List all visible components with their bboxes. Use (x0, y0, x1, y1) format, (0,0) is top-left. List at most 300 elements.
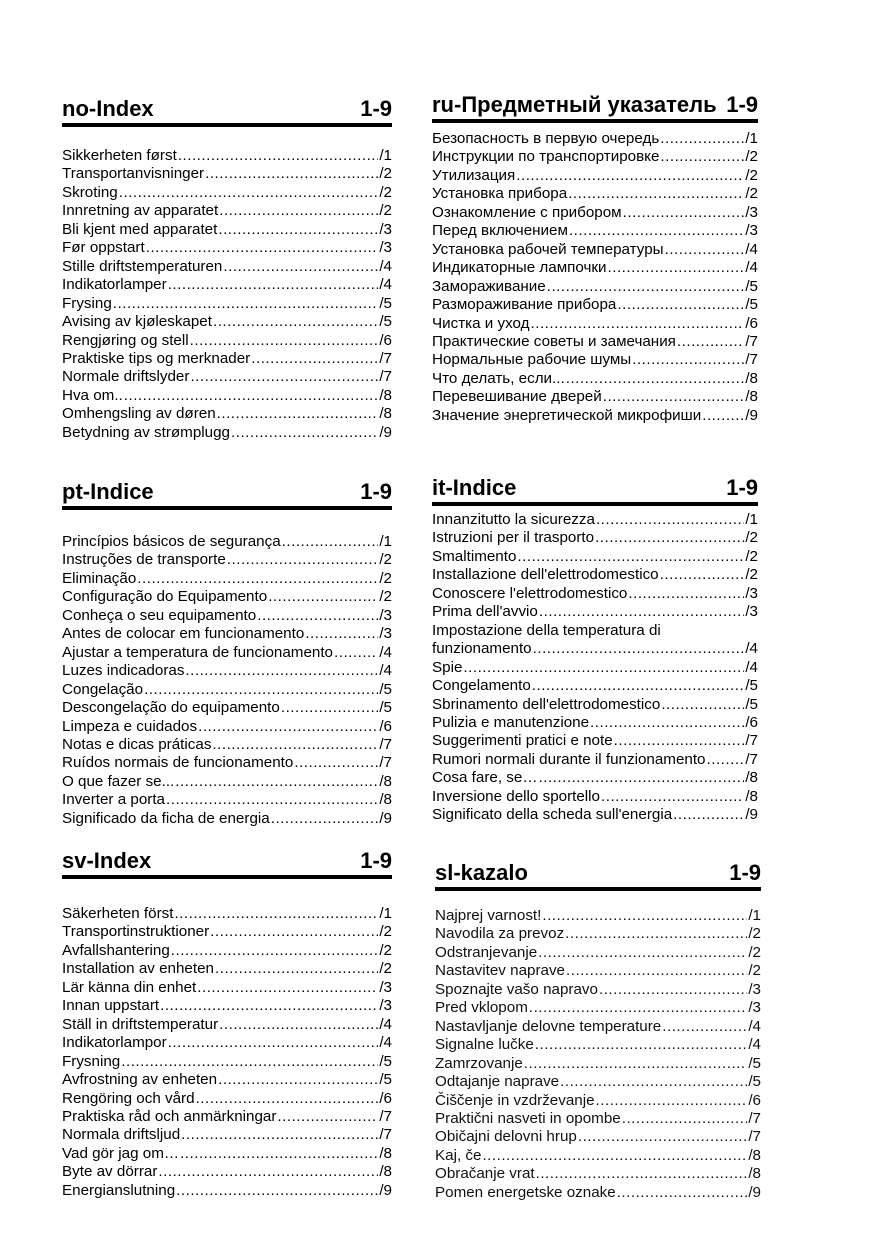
toc-entry-title: Skroting (62, 183, 118, 201)
section-page-range: 1-9 (729, 860, 761, 885)
section-title: no-Index (62, 96, 154, 121)
toc-entry-page: /2 (745, 529, 758, 547)
toc-entry-title: Odtajanje naprave (435, 1073, 560, 1091)
toc-list (432, 511, 758, 825)
toc-entry-title: Prima dell'avvio (432, 603, 538, 621)
toc-entry (62, 810, 392, 828)
toc-entry (62, 313, 392, 331)
toc-entry (435, 962, 761, 980)
toc-entry-page: /5 (379, 1052, 392, 1070)
toc-entry-page: /1 (745, 130, 758, 147)
toc-entry-title: Indikatorlamper (62, 276, 167, 294)
toc-leader-dots (305, 625, 378, 643)
toc-entry-title: funzionamento (432, 640, 532, 658)
toc-entry (62, 405, 392, 423)
toc-entry (62, 1016, 392, 1034)
toc-entry (435, 1128, 761, 1146)
toc-entry-page: /2 (379, 202, 392, 220)
toc-entry-title: Индикаторные лампочки (432, 259, 607, 277)
toc-entry-page: /7 (379, 349, 392, 367)
toc-entry (62, 979, 392, 997)
toc-entry (62, 699, 392, 717)
toc-entry-page: /5 (379, 680, 392, 698)
toc-list (432, 130, 758, 425)
toc-entry (435, 1036, 761, 1054)
toc-entry-title: Istruzioni per il trasporto (432, 529, 595, 547)
toc-entry-title: Normala driftsljud (62, 1126, 181, 1144)
toc-entry (62, 1108, 392, 1126)
toc-entry-page: /8 (745, 787, 758, 805)
toc-entry-page: /4 (379, 662, 392, 680)
toc-entry-title: Configuração do Equipamento (62, 588, 268, 606)
toc-entry (432, 370, 758, 388)
toc-entry-page: /6 (379, 1089, 392, 1107)
toc-entry (432, 806, 758, 824)
toc-entry-page: /2 (745, 166, 758, 184)
toc-entry-title: Conoscere l'elettrodomestico (432, 584, 628, 602)
toc-leader-dots (113, 295, 379, 313)
toc-leader-dots (482, 1147, 747, 1165)
toc-leader-dots (213, 313, 378, 331)
toc-entry-page: /7 (748, 1109, 761, 1127)
section-heading (435, 860, 761, 891)
toc-entry-page: /7 (379, 1126, 392, 1144)
toc-entry (432, 351, 758, 369)
toc-entry-page: /1 (379, 905, 392, 922)
toc-leader-dots (560, 1073, 747, 1091)
toc-entry (432, 296, 758, 314)
toc-entry (62, 1182, 392, 1200)
toc-leader-dots (617, 296, 744, 314)
toc-entry-title: Что делать, если... (432, 369, 565, 387)
toc-entry-title: Frysning (62, 1052, 121, 1070)
toc-entry (62, 1090, 392, 1108)
toc-entry-title: Ознакомление с прибором (432, 203, 622, 221)
toc-entry (432, 788, 758, 806)
toc-entry-page: /5 (745, 695, 758, 713)
toc-entry-page: /6 (748, 1091, 761, 1109)
toc-entry (62, 754, 392, 772)
toc-entry-title: Innretning av apparatet (62, 202, 219, 220)
toc-entry-title: Antes de colocar em funcionamento (62, 625, 305, 643)
toc-entry-page: /2 (748, 943, 761, 961)
toc-leader-dots (158, 1163, 378, 1181)
toc-leader-dots (547, 278, 745, 296)
toc-leader-dots (539, 769, 745, 787)
toc-entry-title: Sikkerheten først (62, 147, 177, 164)
toc-entry-title: Indikatorlampor (62, 1034, 167, 1052)
toc-leader-dots (707, 751, 745, 769)
toc-entry-page: /7 (745, 732, 758, 750)
toc-entry-wrapped-line: Impostazione della temperatura di (432, 621, 661, 639)
toc-entry (62, 239, 392, 257)
toc-entry-title: Практические советы и замечания (432, 332, 676, 350)
toc-entry-title: Før oppstart (62, 239, 145, 257)
toc-entry-title: Frysing (62, 294, 112, 312)
toc-entry-title: Pred vklopom (435, 999, 528, 1017)
toc-entry (432, 241, 758, 259)
toc-entry-title: Avising av kjøleskapet (62, 313, 212, 331)
toc-entry-page: /2 (379, 923, 392, 941)
toc-entry-title: Navodila za prevoz (435, 925, 565, 943)
index-section-ru (432, 92, 758, 425)
toc-entry (435, 1092, 761, 1110)
toc-entry-page: /2 (379, 551, 392, 569)
toc-leader-dots (166, 791, 378, 809)
toc-entry (62, 718, 392, 736)
toc-entry (62, 773, 392, 791)
toc-entry (62, 1145, 392, 1163)
toc-entry-page: /7 (379, 368, 392, 386)
toc-entry-title: Безопасность в первую очередь (432, 130, 660, 147)
toc-entry-page: /8 (748, 1165, 761, 1183)
toc-leader-dots (538, 944, 747, 962)
toc-entry-title: Transportinstruktioner (62, 923, 210, 941)
toc-leader-dots (566, 962, 747, 980)
toc-leader-dots (268, 588, 378, 606)
toc-entry (432, 640, 758, 658)
toc-entry-page: /6 (745, 713, 758, 731)
toc-entry-page: /9 (748, 1183, 761, 1201)
toc-entry-title: Instruções de transporte (62, 551, 226, 569)
section-heading (432, 92, 758, 123)
toc-leader-dots (175, 773, 378, 791)
toc-leader-dots (516, 167, 744, 185)
toc-entry-title: Congelamento (432, 677, 531, 695)
index-section-it (432, 475, 758, 825)
toc-entry-page: /8 (748, 1146, 761, 1164)
toc-leader-dots (596, 511, 744, 529)
toc-entry-page: /2 (748, 925, 761, 943)
toc-entry (62, 165, 392, 183)
toc-entry-page: /6 (379, 331, 392, 349)
toc-entry (62, 387, 392, 405)
toc-leader-dots (517, 548, 744, 566)
toc-entry-title: Spie (432, 658, 463, 676)
toc-entry-title: Installazione dell'elettrodomestico (432, 566, 659, 584)
toc-leader-dots (218, 1071, 378, 1089)
toc-entry-title: Установка рабочей температуры (432, 240, 664, 258)
toc-leader-dots (205, 165, 378, 183)
toc-entry-page: /3 (379, 997, 392, 1015)
toc-leader-dots (535, 1036, 748, 1054)
toc-entry-title: Praktični nasveti in opombe (435, 1109, 621, 1127)
toc-entry-page: /4 (745, 240, 758, 258)
toc-entry-page: /3 (379, 606, 392, 624)
toc-leader-dots (212, 736, 378, 754)
toc-entry-page: /3 (745, 584, 758, 602)
toc-leader-dots (219, 202, 378, 220)
toc-leader-dots (660, 130, 744, 148)
toc-entry (432, 278, 758, 296)
toc-entry-page: /3 (379, 978, 392, 996)
toc-entry-title: Sbrinamento dell'elettrodomestico (432, 695, 661, 713)
toc-entry-page: /4 (379, 276, 392, 294)
toc-leader-dots (578, 1128, 747, 1146)
toc-entry (62, 570, 392, 588)
toc-leader-dots (529, 999, 747, 1017)
toc-entry-page: /4 (379, 1034, 392, 1052)
toc-entry-page: /1 (379, 147, 392, 164)
toc-entry (432, 259, 758, 277)
toc-entry-page: /8 (745, 388, 758, 406)
toc-entry-title: Pomen energetske oznake (435, 1183, 616, 1201)
toc-entry-title: Betydning av strømplugg (62, 423, 230, 441)
toc-entry-title: Obračanje vrat (435, 1165, 535, 1183)
toc-leader-dots (590, 714, 744, 732)
toc-leader-dots (197, 979, 378, 997)
toc-leader-dots (568, 185, 744, 203)
toc-leader-dots (227, 551, 379, 569)
toc-leader-dots (524, 1055, 748, 1073)
toc-leader-dots (660, 566, 745, 584)
toc-entry (62, 607, 392, 625)
toc-entry (435, 1184, 761, 1202)
toc-entry (62, 625, 392, 643)
toc-leader-dots (257, 607, 378, 625)
toc-entry-page: /7 (379, 1107, 392, 1125)
toc-entry-page: /3 (745, 203, 758, 221)
toc-entry-page: /4 (745, 658, 758, 676)
toc-leader-dots (218, 221, 378, 239)
toc-leader-dots (565, 925, 747, 943)
toc-entry (435, 981, 761, 999)
toc-leader-dots (174, 905, 378, 923)
section-heading (62, 479, 392, 510)
toc-leader-dots (617, 1184, 748, 1202)
toc-entry (435, 944, 761, 962)
toc-entry-page: /9 (745, 406, 758, 424)
toc-entry (432, 388, 758, 406)
index-section-sl (435, 860, 761, 1202)
toc-entry-title: Conheça o seu equipamento (62, 606, 257, 624)
toc-entry-title: Nastavljanje delovne temperature (435, 1017, 662, 1035)
toc-list (435, 907, 761, 1202)
toc-entry (432, 333, 758, 351)
toc-leader-dots (673, 806, 744, 824)
toc-leader-dots (660, 148, 744, 166)
toc-entry-title: Princípios básicos de segurança (62, 533, 281, 550)
toc-entry-page: /1 (379, 533, 392, 550)
toc-leader-dots (628, 585, 744, 603)
toc-entry (62, 350, 392, 368)
section-heading (432, 475, 758, 506)
toc-entry (62, 588, 392, 606)
toc-entry-page: /4 (379, 1015, 392, 1033)
toc-entry-title: Lär känna din enhet (62, 978, 197, 996)
toc-entry (432, 511, 758, 529)
toc-leader-dots (542, 907, 747, 925)
toc-entry-page: /4 (379, 257, 392, 275)
toc-entry-page: /2 (379, 165, 392, 183)
toc-entry (62, 905, 392, 923)
toc-list-part-2 (432, 659, 758, 825)
toc-entry-title: Signalne lučke (435, 1036, 534, 1054)
section-page-range: 1-9 (360, 479, 392, 504)
toc-leader-dots (219, 1016, 378, 1034)
toc-entry-page: /7 (745, 351, 758, 369)
toc-entry-title: Замораживание (432, 277, 546, 295)
toc-entry-page: /8 (379, 1144, 392, 1162)
section-page-range: 1-9 (726, 475, 758, 500)
toc-entry-page: /6 (379, 717, 392, 735)
toc-leader-dots (539, 603, 744, 621)
toc-leader-dots (661, 696, 744, 714)
toc-entry (62, 147, 392, 165)
toc-entry (62, 1053, 392, 1071)
toc-entry-page: /8 (745, 369, 758, 387)
toc-entry-title: Inversione dello sportello (432, 787, 601, 805)
toc-leader-dots (180, 1145, 378, 1163)
section-title: sl-kazalo (435, 860, 528, 885)
toc-entry-title: Установка прибора (432, 185, 568, 203)
toc-entry-title: Descongelação do equipamento (62, 699, 280, 717)
toc-entry (62, 662, 392, 680)
toc-entry-title: Čiščenje in vzdrževanje (435, 1091, 595, 1109)
toc-leader-dots (124, 387, 379, 405)
toc-entry-title: Congelação (62, 680, 144, 698)
toc-entry-title: Ruídos normais de funcionamento (62, 754, 294, 772)
index-section-no (62, 96, 392, 442)
toc-leader-dots (595, 529, 744, 547)
toc-entry-page: /7 (379, 754, 392, 772)
toc-entry-page: /5 (748, 1073, 761, 1091)
toc-entry (62, 258, 392, 276)
toc-entry-title: Avfrostning av enheten (62, 1071, 218, 1089)
toc-entry-page: /2 (745, 547, 758, 565)
toc-leader-dots (160, 997, 378, 1015)
toc-entry-title: Hva om.. (62, 386, 123, 404)
toc-entry (62, 533, 392, 551)
toc-entry-page: /8 (379, 1163, 392, 1181)
toc-entry-title: Cosa fare, se… (432, 769, 538, 787)
toc-entry-title: Перед включением (432, 222, 568, 240)
toc-entry-page: /8 (745, 769, 758, 787)
toc-entry-page: /3 (379, 220, 392, 238)
toc-leader-dots (210, 923, 378, 941)
toc-entry (62, 368, 392, 386)
toc-entry-page: /8 (379, 386, 392, 404)
toc-entry (435, 1018, 761, 1036)
toc-entry-page: /5 (379, 294, 392, 312)
toc-entry-page: /7 (745, 332, 758, 350)
toc-entry-title: Limpeza e cuidados (62, 717, 198, 735)
toc-entry-page: /9 (379, 423, 392, 441)
toc-entry-title: Eliminação (62, 569, 137, 587)
toc-leader-dots (181, 1126, 378, 1144)
toc-leader-dots (223, 258, 378, 276)
toc-leader-dots (294, 754, 378, 772)
toc-entry (62, 923, 392, 941)
toc-entry (435, 1073, 761, 1091)
toc-entry-title: Rengöring och vård (62, 1089, 195, 1107)
toc-entry (435, 1055, 761, 1073)
toc-entry-page: /2 (745, 566, 758, 584)
toc-leader-dots (168, 1034, 379, 1052)
toc-leader-dots (662, 1018, 747, 1036)
toc-entry-title: Suggerimenti pratici e note (432, 732, 613, 750)
toc-entry-page: /7 (745, 750, 758, 768)
toc-entry-page: /5 (748, 1054, 761, 1072)
toc-entry (432, 167, 758, 185)
section-title: sv-Index (62, 848, 152, 873)
toc-entry-page: /4 (745, 259, 758, 277)
toc-entry-page: /7 (379, 735, 392, 753)
toc-list (62, 533, 392, 828)
toc-leader-dots (251, 350, 378, 368)
section-heading (62, 96, 392, 127)
toc-entry-title: Praktiske tips og merknader (62, 349, 251, 367)
toc-entry (62, 551, 392, 569)
toc-entry (432, 185, 758, 203)
toc-entry-title: Byte av dörrar (62, 1163, 158, 1181)
toc-entry (62, 681, 392, 699)
index-section-sv (62, 848, 392, 1200)
toc-leader-dots (623, 204, 745, 222)
toc-entry-page: /8 (379, 791, 392, 809)
toc-entry-title: Praktiska råd och anmärkningar (62, 1107, 277, 1125)
toc-leader-dots (119, 184, 379, 202)
toc-entry-title: Omhengsling av døren (62, 405, 216, 423)
toc-entry (432, 566, 758, 584)
toc-leader-dots (178, 147, 379, 165)
toc-entry-title: Installation av enheten (62, 960, 214, 978)
toc-leader-dots (190, 368, 378, 386)
toc-entry (432, 769, 758, 787)
toc-entry (62, 997, 392, 1015)
toc-entry-title: Transportanvisninger (62, 165, 205, 183)
toc-list (62, 147, 392, 442)
section-page-range: 1-9 (726, 92, 758, 117)
toc-leader-dots (144, 681, 378, 699)
toc-leader-dots (603, 388, 745, 406)
toc-entry-title: Smaltimento (432, 547, 517, 565)
toc-entry-title: Vad gör jag om… (62, 1144, 180, 1162)
toc-leader-dots (608, 259, 745, 277)
toc-list-part-1 (432, 511, 758, 622)
toc-entry-page: /3 (379, 239, 392, 257)
toc-entry (435, 925, 761, 943)
toc-leader-dots (463, 659, 744, 677)
toc-entry (432, 696, 758, 714)
toc-entry-page: /5 (379, 313, 392, 331)
toc-leader-dots (533, 640, 745, 658)
toc-entry-page: /1 (748, 907, 761, 924)
toc-entry-title: Energianslutning (62, 1181, 176, 1199)
toc-entry (432, 732, 758, 750)
toc-entry-title: Innan uppstart (62, 997, 160, 1015)
toc-entry-title: Najprej varnost! (435, 907, 542, 924)
toc-entry-page: /3 (379, 625, 392, 643)
toc-entry-page: /2 (745, 185, 758, 203)
toc-entry-title: Kaj, če (435, 1146, 482, 1164)
toc-entry-page: /4 (748, 1036, 761, 1054)
toc-entry-page: /1 (745, 511, 758, 528)
toc-entry-page: /5 (379, 699, 392, 717)
toc-entry-title: Значение энергетической микрофиши (432, 406, 702, 424)
toc-entry-page: /3 (748, 999, 761, 1017)
toc-entry (432, 222, 758, 240)
toc-entry-page: /5 (745, 277, 758, 295)
toc-leader-dots (536, 1165, 748, 1183)
toc-entry-title: O que fazer se... (62, 772, 175, 790)
toc-entry-title: Pulizia e manutenzione (432, 713, 590, 731)
toc-entry-page: /3 (745, 603, 758, 621)
toc-entry-title: Avfallshantering (62, 941, 170, 959)
toc-entry-title: Bli kjent med apparatet (62, 220, 218, 238)
toc-leader-dots (601, 788, 744, 806)
section-title: ru-Предметный указатель (432, 92, 717, 117)
